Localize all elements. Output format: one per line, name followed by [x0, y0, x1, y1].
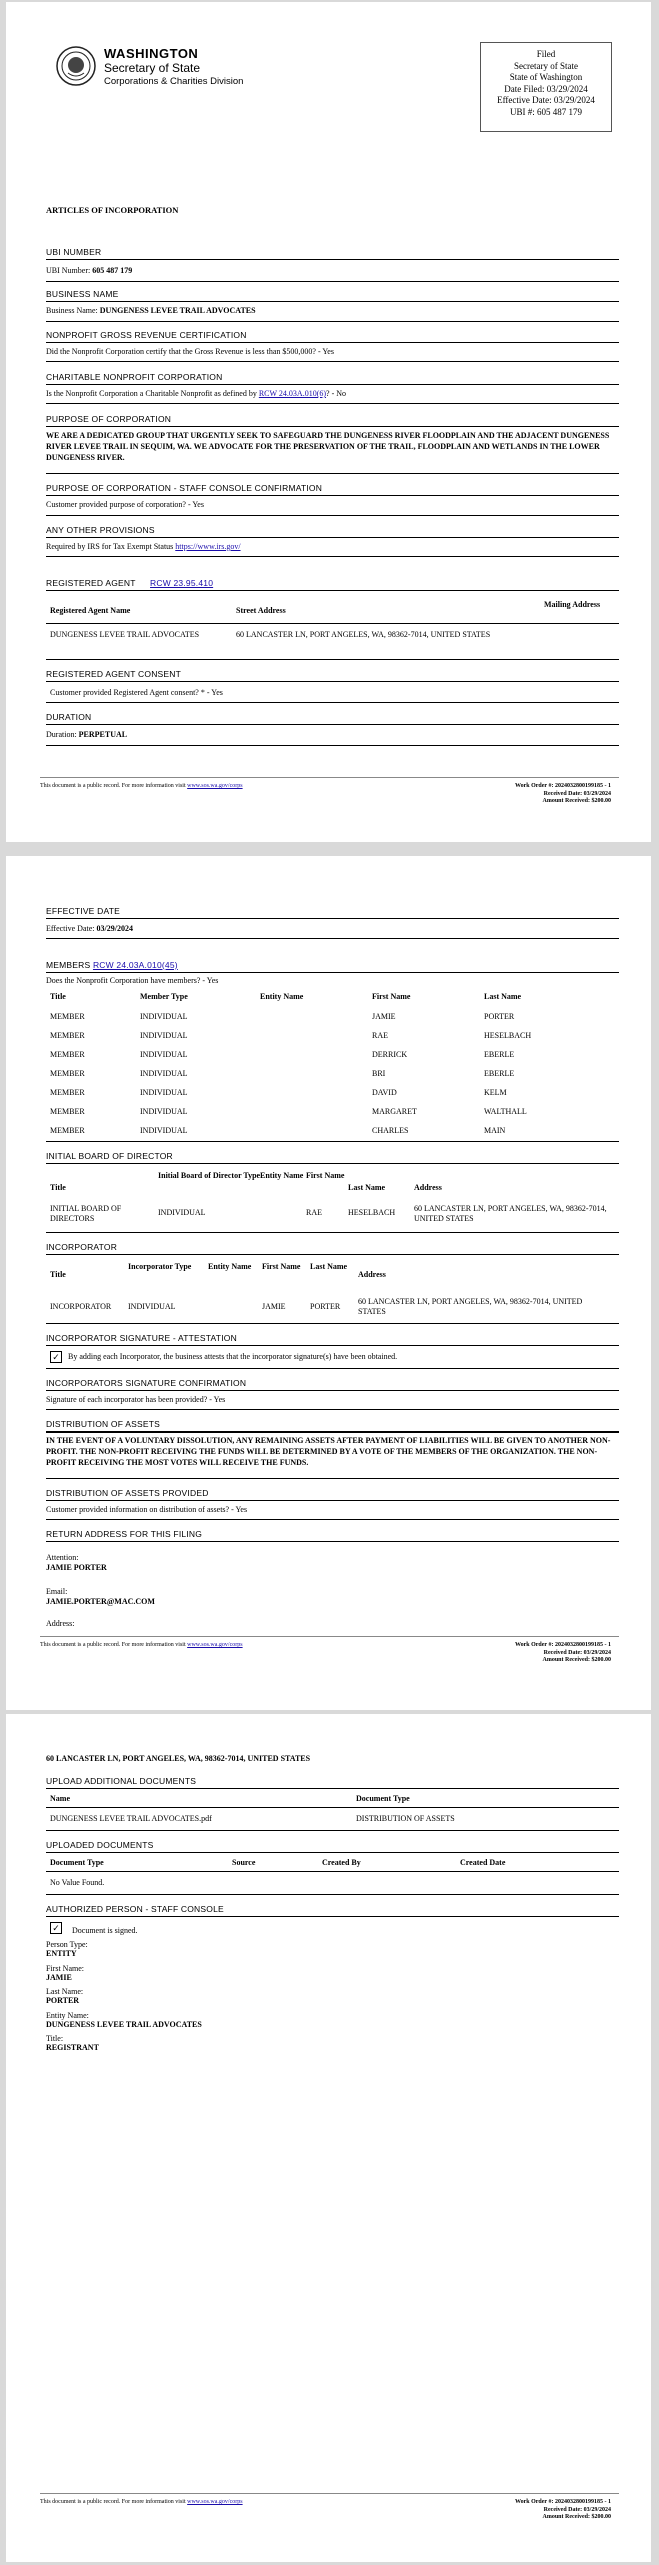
section-heading-board: INITIAL BOARD OF DIRECTOR — [46, 1151, 173, 1161]
footer-link[interactable]: www.sos.wa.gov/corps — [187, 1642, 243, 1648]
members-cell: MEMBER — [50, 1069, 85, 1078]
members-cell: MEMBER — [50, 1107, 85, 1116]
divider — [46, 1409, 619, 1410]
duration-line — [46, 730, 127, 739]
ubi-line — [46, 266, 132, 275]
work-order: Work Order #: 2024032800199185 - 1 — [514, 1642, 611, 1648]
other-provisions-label: Required by IRS for Tax Exempt Status — [46, 542, 174, 551]
board-last: HESELBACH — [348, 1208, 396, 1217]
ubi-value: 605 487 179 — [92, 266, 133, 275]
section-heading-business-name: BUSINESS NAME — [46, 289, 119, 299]
inc-col-type: Incorporator Type — [128, 1262, 192, 1271]
uploaded-col-created-date: Created Date — [460, 1858, 506, 1867]
person-type-value: ENTITY — [46, 1949, 77, 1958]
divider — [46, 361, 619, 362]
filed-stamp-line: State of Washington — [509, 72, 583, 82]
section-heading-gross-revenue: NONPROFIT GROSS REVENUE CERTIFICATION — [46, 330, 247, 340]
received-date: Received Date: 03/29/2024 — [543, 1649, 611, 1656]
footer-text-label: This document is a public record. For more information visit — [40, 783, 186, 789]
filed-stamp-line: Secretary of State — [514, 60, 578, 71]
distribution-text: IN THE EVENT OF A VOLUNTARY DISSOLUTION, ANY REMAINING ASSETS AFTER PAYMENT OF LIABILITIES WILL BE GIVEN TO ANOTHER NON-PROFIT. THE NON-PROFIT RECEIVING THE FUNDS WILL BE DETERMINED BY A VOTE OF THE MEMBERS OF THE ORGANIZATION. THE NON-PROFIT RECEIVING THE MOST VOTES WILL RECEIVE THE FUNDS. — [46, 1436, 611, 1467]
document-page-1 — [6, 2, 651, 842]
divider — [46, 590, 619, 591]
members-cell: INDIVIDUAL — [140, 1126, 188, 1135]
uploaded-col-type: Document Type — [50, 1858, 104, 1867]
footer-text — [40, 2499, 243, 2505]
amount-received: Amount Received: $200.00 — [542, 798, 611, 804]
members-cell: MEMBER — [50, 1031, 85, 1040]
board-type: INDIVIDUAL — [158, 1208, 206, 1217]
divider — [46, 384, 619, 385]
inc-sig-confirm-text: Signature of each incorporator has been provided? - Yes — [46, 1395, 226, 1404]
divider — [46, 556, 619, 557]
members-cell: INDIVIDUAL — [140, 1088, 188, 1097]
divider — [46, 1254, 619, 1255]
divider — [46, 515, 619, 516]
members-col-entity: Entity Name — [260, 992, 304, 1001]
agent-name: DUNGENESS LEVEE TRAIL ADVOCATES — [50, 630, 200, 639]
divider — [46, 659, 619, 660]
inc-first: JAMIE — [262, 1302, 286, 1311]
agent-col-name: Registered Agent Name — [50, 606, 131, 615]
attention-label: Attention: — [46, 1553, 79, 1562]
filed-stamp-line: Date Filed: 03/29/2024 — [504, 83, 588, 94]
footer-text-label: This document is a public record. For more information visit — [40, 1642, 186, 1648]
section-heading-agent-consent: REGISTERED AGENT CONSENT — [46, 669, 181, 679]
entity-name-value: DUNGENESS LEVEE TRAIL ADVOCATES — [46, 2020, 202, 2029]
uploaded-col-source: Source — [232, 1858, 256, 1867]
divider — [46, 1478, 619, 1479]
document-page-3 — [6, 1714, 651, 2562]
divider — [46, 301, 619, 302]
rcw-agent-link[interactable]: RCW 23.95.410 — [150, 578, 214, 588]
section-heading-authorized: AUTHORIZED PERSON - STAFF CONSOLE — [46, 1904, 224, 1914]
last-name-label: Last Name: — [46, 1987, 84, 1996]
section-heading-return-address: RETURN ADDRESS FOR THIS FILING — [46, 1529, 203, 1539]
divider — [46, 1431, 619, 1433]
inc-address: 60 LANCASTER LN, PORT ANGELES, WA, 98362-7014, UNITED STATES — [358, 1297, 583, 1316]
members-cell: DERRICK — [372, 1050, 408, 1059]
inc-col-first: First Name — [262, 1262, 301, 1271]
inc-col-title: Title — [50, 1270, 66, 1279]
attention-value: JAMIE PORTER — [46, 1563, 107, 1572]
divider — [46, 1519, 619, 1520]
board-address: 60 LANCASTER LN, PORT ANGELES, WA, 98362-7014, UNITED STATES — [414, 1204, 607, 1223]
email-label: Email: — [46, 1587, 68, 1596]
divider — [46, 1894, 619, 1895]
section-heading-effective-date: EFFECTIVE DATE — [46, 906, 120, 916]
first-name-label: First Name: — [46, 1964, 84, 1973]
divider — [46, 495, 619, 496]
members-cell: KELM — [484, 1088, 507, 1097]
first-name-value: JAMIE — [46, 1973, 72, 1982]
business-name-value: DUNGENESS LEVEE TRAIL ADVOCATES — [99, 306, 256, 315]
logo-line-1: WASHINGTON — [104, 46, 199, 61]
divider — [46, 1830, 619, 1831]
email-value: JAMIE.PORTER@MAC.COM — [46, 1597, 155, 1606]
members-cell: INDIVIDUAL — [140, 1031, 188, 1040]
title-label: Title: — [46, 2034, 64, 2043]
upload-col-type: Document Type — [356, 1794, 410, 1803]
work-order: Work Order #: 2024032800199185 - 1 — [514, 2499, 611, 2505]
divider — [46, 281, 619, 282]
divider — [46, 1141, 619, 1142]
address-label: Address: — [46, 1619, 75, 1628]
inc-title: INCORPORATOR — [50, 1302, 112, 1311]
footer-rule — [40, 2493, 619, 2494]
section-heading-ubi: UBI NUMBER — [46, 247, 102, 257]
members-cell: JAMIE — [372, 1012, 396, 1021]
filed-stamp-line: Filed — [536, 49, 556, 59]
duration-label: Duration: — [46, 730, 77, 739]
divider — [46, 1345, 619, 1346]
charitable-text-before: Is the Nonprofit Corporation a Charitable Nonprofit as defined by — [46, 389, 257, 398]
agent-street: 60 LANCASTER LN, PORT ANGELES, WA, 98362-7014, UNITED STATES — [236, 630, 491, 639]
footer-link[interactable]: www.sos.wa.gov/corps — [187, 783, 243, 789]
divider — [46, 1916, 619, 1917]
members-cell: MEMBER — [50, 1126, 85, 1135]
divider — [46, 473, 619, 474]
members-cell: HESELBACH — [484, 1031, 532, 1040]
section-heading-distribution: DISTRIBUTION OF ASSETS — [46, 1419, 160, 1429]
divider — [46, 342, 619, 343]
distribution-provided-text: Customer provided information on distribution of assets? - Yes — [46, 1505, 248, 1514]
registered-agent-heading: REGISTERED AGENT — [46, 578, 136, 588]
divider — [46, 321, 619, 322]
footer-link[interactable]: www.sos.wa.gov/corps — [187, 2499, 243, 2505]
divider — [46, 1541, 619, 1542]
section-heading-uploaded: UPLOADED DOCUMENTS — [46, 1840, 154, 1850]
table-header-rule — [46, 1807, 619, 1808]
members-cell: RAE — [372, 1031, 388, 1040]
last-name-value: PORTER — [46, 1996, 80, 2005]
upload-file-name: DUNGENESS LEVEE TRAIL ADVOCATES.pdf — [50, 1814, 212, 1823]
other-provisions-text — [46, 542, 241, 551]
divider — [46, 1323, 619, 1324]
board-col-type: Initial Board of Director Type — [158, 1171, 261, 1180]
divider — [46, 1788, 619, 1789]
footer-work-order — [515, 2499, 611, 2522]
members-col-first: First Name — [372, 992, 411, 1001]
footer-work-order — [515, 1642, 611, 1665]
logo-line-2: Secretary of State — [104, 61, 201, 75]
divider — [46, 403, 619, 404]
members-cell: MARGARET — [372, 1107, 417, 1116]
members-cell: PORTER — [484, 1012, 515, 1021]
members-cell: INDIVIDUAL — [140, 1050, 188, 1059]
footer-text — [40, 783, 243, 789]
agent-col-street: Street Address — [236, 606, 286, 615]
work-order: Work Order #: 2024032800199185 - 1 — [514, 783, 611, 789]
board-col-entity: Entity Name — [260, 1171, 304, 1180]
inc-type: INDIVIDUAL — [128, 1302, 176, 1311]
members-col-title: Title — [50, 992, 66, 1001]
document-title: ARTICLES OF INCORPORATION — [46, 205, 179, 215]
divider — [46, 426, 619, 427]
board-col-address: Address — [414, 1183, 442, 1192]
members-cell: WALTHALL — [484, 1107, 527, 1116]
section-heading-incorporator: INCORPORATOR — [46, 1242, 118, 1252]
logo-line-3: Corporations & Charities Division — [104, 76, 244, 87]
filed-stamp-line: UBI #: 605 487 179 — [510, 106, 582, 117]
duration-value: PERPETUAL — [78, 730, 128, 739]
members-cell: BRI — [372, 1069, 386, 1078]
agent-consent-text: Customer provided Registered Agent consent? * - Yes — [50, 688, 223, 697]
footer-text — [40, 1642, 243, 1648]
divider — [46, 972, 619, 973]
table-header-rule — [46, 1871, 619, 1872]
effective-date-value: 03/29/2024 — [96, 924, 133, 933]
board-col-first: First Name — [306, 1171, 345, 1180]
divider — [46, 1368, 619, 1369]
purpose-text: WE ARE A DEDICATED GROUP THAT URGENTLY SEEK TO SAFEGUARD THE DUNGENESS RIVER FLOODPLAIN AND THE ADJACENT DUNGENESS RIVER LEVEE TRAIL IN SEQUIM, WA. WE ADVOCATE FOR THE PRESERVATION OF THE TRAIL, FLOODPLAIN AND WETLANDS IN THE LOWER DUNGENESS RIVER. — [46, 431, 610, 462]
members-cell: MAIN — [484, 1126, 506, 1135]
effective-date-label: Effective Date: — [46, 924, 95, 933]
section-heading-upload-additional: UPLOAD ADDITIONAL DOCUMENTS — [46, 1776, 197, 1786]
rcw-link[interactable]: RCW 24.03A.010(6) — [258, 389, 327, 398]
divider — [46, 745, 619, 746]
members-cell: INDIVIDUAL — [140, 1069, 188, 1078]
members-cell: INDIVIDUAL — [140, 1012, 188, 1021]
board-col-last: Last Name — [348, 1183, 386, 1192]
business-name-line — [46, 306, 256, 315]
board-first: RAE — [306, 1208, 322, 1217]
divider — [46, 918, 619, 919]
divider — [46, 1390, 619, 1391]
section-heading-registered-agent — [46, 578, 213, 588]
uploaded-col-created-by: Created By — [322, 1858, 361, 1867]
members-col-type: Member Type — [140, 992, 188, 1001]
divider — [46, 259, 619, 260]
section-heading-purpose: PURPOSE OF CORPORATION — [46, 414, 172, 424]
washington-seal-icon — [56, 46, 96, 86]
attestation-text: By adding each Incorporator, the business attests that the incorporator signature(s) have been obtained. — [68, 1352, 398, 1361]
effective-date-line — [46, 924, 133, 933]
board-title: INITIAL BOARD OF DIRECTORS — [50, 1204, 122, 1223]
purpose-confirm-text: Customer provided purpose of corporation? - Yes — [46, 500, 204, 509]
inc-col-address: Address — [358, 1270, 386, 1279]
inc-col-entity: Entity Name — [208, 1262, 252, 1271]
footer-text-label: This document is a public record. For more information visit — [40, 2499, 186, 2505]
section-heading-other-provisions: ANY OTHER PROVISIONS — [46, 525, 155, 535]
gross-revenue-text: Did the Nonprofit Corporation certify that the Gross Revenue is less than $500,000? - Yes — [46, 347, 334, 356]
board-col-title: Title — [50, 1183, 66, 1192]
inc-col-last: Last Name — [310, 1262, 348, 1271]
section-heading-duration: DURATION — [46, 712, 92, 722]
members-cell: EBERLE — [484, 1050, 515, 1059]
business-name-label: Business Name: — [46, 306, 98, 315]
document-page-2 — [6, 856, 651, 1710]
section-heading-charitable: CHARITABLE NONPROFIT CORPORATION — [46, 372, 223, 382]
amount-received: Amount Received: $200.00 — [542, 2514, 611, 2520]
charitable-text — [46, 389, 346, 398]
table-header-rule — [46, 623, 619, 624]
irs-link[interactable]: https://www.irs.gov/ — [175, 542, 241, 551]
entity-name-label: Entity Name: — [46, 2011, 89, 2020]
members-cell: EBERLE — [484, 1069, 515, 1078]
divider — [46, 1852, 619, 1853]
section-heading-members — [46, 960, 178, 970]
divider — [46, 938, 619, 939]
uploaded-empty: No Value Found. — [50, 1878, 105, 1887]
members-cell: MEMBER — [50, 1012, 85, 1021]
members-cell: DAVID — [372, 1088, 397, 1097]
return-address-value: 60 LANCASTER LN, PORT ANGELES, WA, 98362-7014, UNITED STATES — [46, 1754, 311, 1763]
section-heading-distribution-provided: DISTRIBUTION OF ASSETS PROVIDED — [46, 1488, 209, 1498]
signed-text: Document is signed. — [72, 1926, 138, 1935]
signed-checkbox[interactable]: ✓ — [50, 1922, 62, 1934]
agent-col-mailing: Mailing Address — [544, 600, 601, 609]
received-date: Received Date: 03/29/2024 — [543, 2506, 611, 2513]
members-cell: MEMBER — [50, 1088, 85, 1097]
divider — [46, 1163, 619, 1164]
footer-work-order — [515, 783, 611, 806]
members-cell: INDIVIDUAL — [140, 1107, 188, 1116]
divider — [46, 724, 619, 725]
divider — [46, 1500, 619, 1501]
filed-stamp-line: Effective Date: 03/29/2024 — [497, 95, 595, 105]
members-col-last: Last Name — [484, 992, 522, 1001]
amount-received: Amount Received: $200.00 — [542, 1657, 611, 1663]
members-cell: CHARLES — [372, 1126, 409, 1135]
divider — [46, 702, 619, 703]
upload-file-type: DISTRIBUTION OF ASSETS — [356, 1814, 455, 1823]
divider — [46, 1232, 619, 1233]
members-heading: MEMBERS — [46, 960, 91, 970]
title-value: REGISTRANT — [46, 2043, 99, 2052]
inc-last: PORTER — [310, 1302, 341, 1311]
footer-rule — [40, 1636, 619, 1637]
filed-stamp — [480, 42, 612, 132]
charitable-text-after: ? - No — [326, 389, 347, 398]
ubi-label: UBI Number: — [46, 266, 91, 275]
rcw-members-link[interactable]: RCW 24.03A.010(45) — [92, 960, 178, 970]
footer-rule — [40, 777, 619, 778]
divider — [46, 537, 619, 538]
section-heading-purpose-confirm: PURPOSE OF CORPORATION - STAFF CONSOLE CONFIRMATION — [46, 483, 323, 493]
attestation-checkbox[interactable]: ✓ — [50, 1351, 62, 1363]
upload-col-name: Name — [50, 1794, 70, 1803]
section-heading-inc-sig-confirm: INCORPORATORS SIGNATURE CONFIRMATION — [46, 1378, 247, 1388]
received-date: Received Date: 03/29/2024 — [543, 790, 611, 797]
section-heading-inc-signature: INCORPORATOR SIGNATURE - ATTESTATION — [46, 1333, 237, 1343]
divider — [46, 681, 619, 682]
person-type-label: Person Type: — [46, 1940, 88, 1949]
members-question: Does the Nonprofit Corporation have members? - Yes — [46, 976, 219, 985]
members-cell: MEMBER — [50, 1050, 85, 1059]
